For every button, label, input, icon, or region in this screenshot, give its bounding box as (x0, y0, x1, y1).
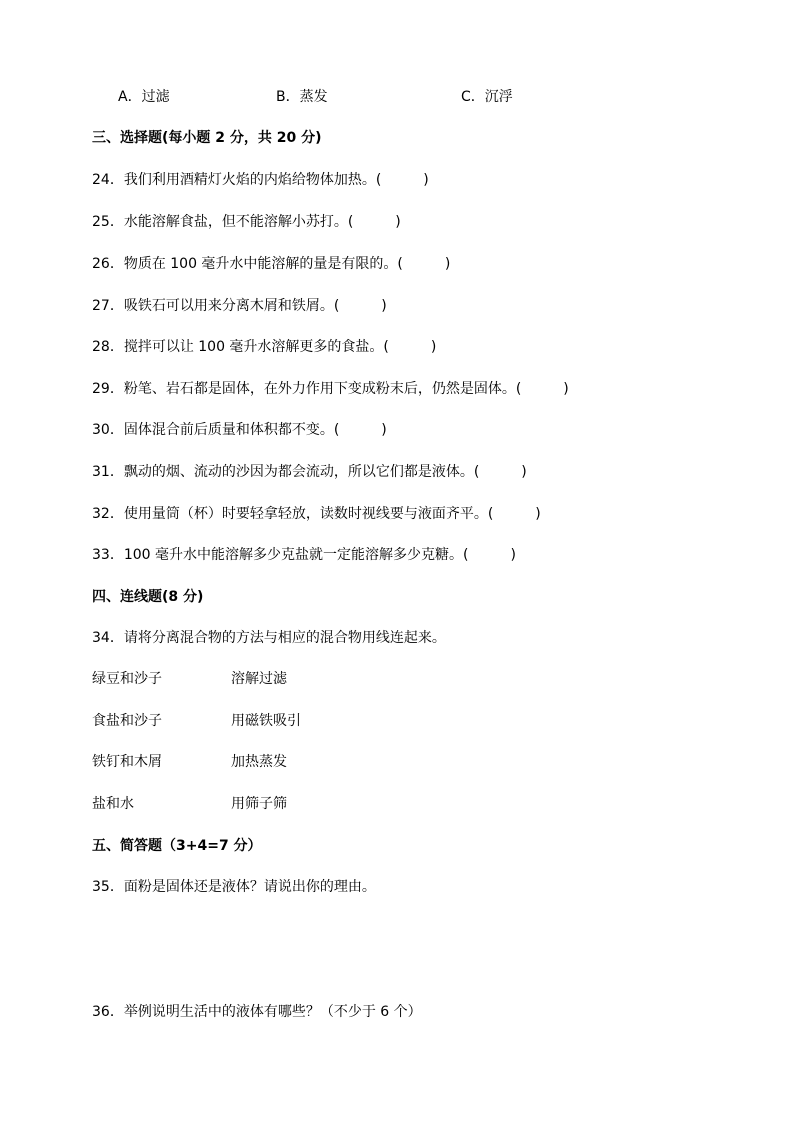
question-35: 35．面粉是固体还是液体？请说出你的理由。 (92, 879, 376, 895)
question-27: 27．吸铁石可以用来分离木屑和铁屑。( ) (92, 298, 387, 314)
match-right-item: 加热蒸发 (231, 754, 287, 770)
question-32: 32．使用量筒（杯）时要轻拿轻放，读数时视线要与液面齐平。( ) (92, 506, 541, 522)
question-29: 29．粉笔、岩石都是固体，在外力作用下变成粉末后，仍然是固体。( ) (92, 381, 569, 397)
option-a: A．过滤 (118, 89, 170, 105)
match-left-item: 铁钉和木屑 (92, 754, 162, 770)
match-right-item: 溶解过滤 (231, 671, 287, 687)
match-right-item: 用磁铁吸引 (231, 713, 301, 729)
question-25: 25．水能溶解食盐，但不能溶解小苏打。( ) (92, 214, 401, 230)
question-28: 28．搅拌可以让 100 毫升水溶解更多的食盐。( ) (92, 339, 437, 355)
match-left-item: 绿豆和沙子 (92, 671, 162, 687)
question-31: 31．飘动的烟、流动的沙因为都会流动，所以它们都是液体。( ) (92, 464, 527, 480)
option-b: B．蒸发 (276, 89, 328, 105)
question-34: 34．请将分离混合物的方法与相应的混合物用线连起来。 (92, 630, 446, 646)
question-24: 24．我们利用酒精灯火焰的内焰给物体加热。( ) (92, 172, 429, 188)
option-c: C．沉浮 (461, 89, 513, 105)
section-5-title: 五、简答题（3+4=7 分） (92, 838, 262, 854)
match-right-item: 用筛子筛 (231, 796, 287, 812)
section-3-title: 三、选择题(每小题 2 分，共 20 分) (92, 130, 322, 146)
match-left-item: 食盐和沙子 (92, 713, 162, 729)
question-26: 26．物质在 100 毫升水中能溶解的量是有限的。( ) (92, 256, 451, 272)
question-33: 33．100 毫升水中能溶解多少克盐就一定能溶解多少克糖。( ) (92, 547, 516, 563)
match-left-item: 盐和水 (92, 796, 134, 812)
question-30: 30．固体混合前后质量和体积都不变。( ) (92, 422, 387, 438)
section-4-title: 四、连线题(8 分) (92, 589, 204, 605)
question-36: 36．举例说明生活中的液体有哪些？（不少于 6 个） (92, 1004, 422, 1020)
